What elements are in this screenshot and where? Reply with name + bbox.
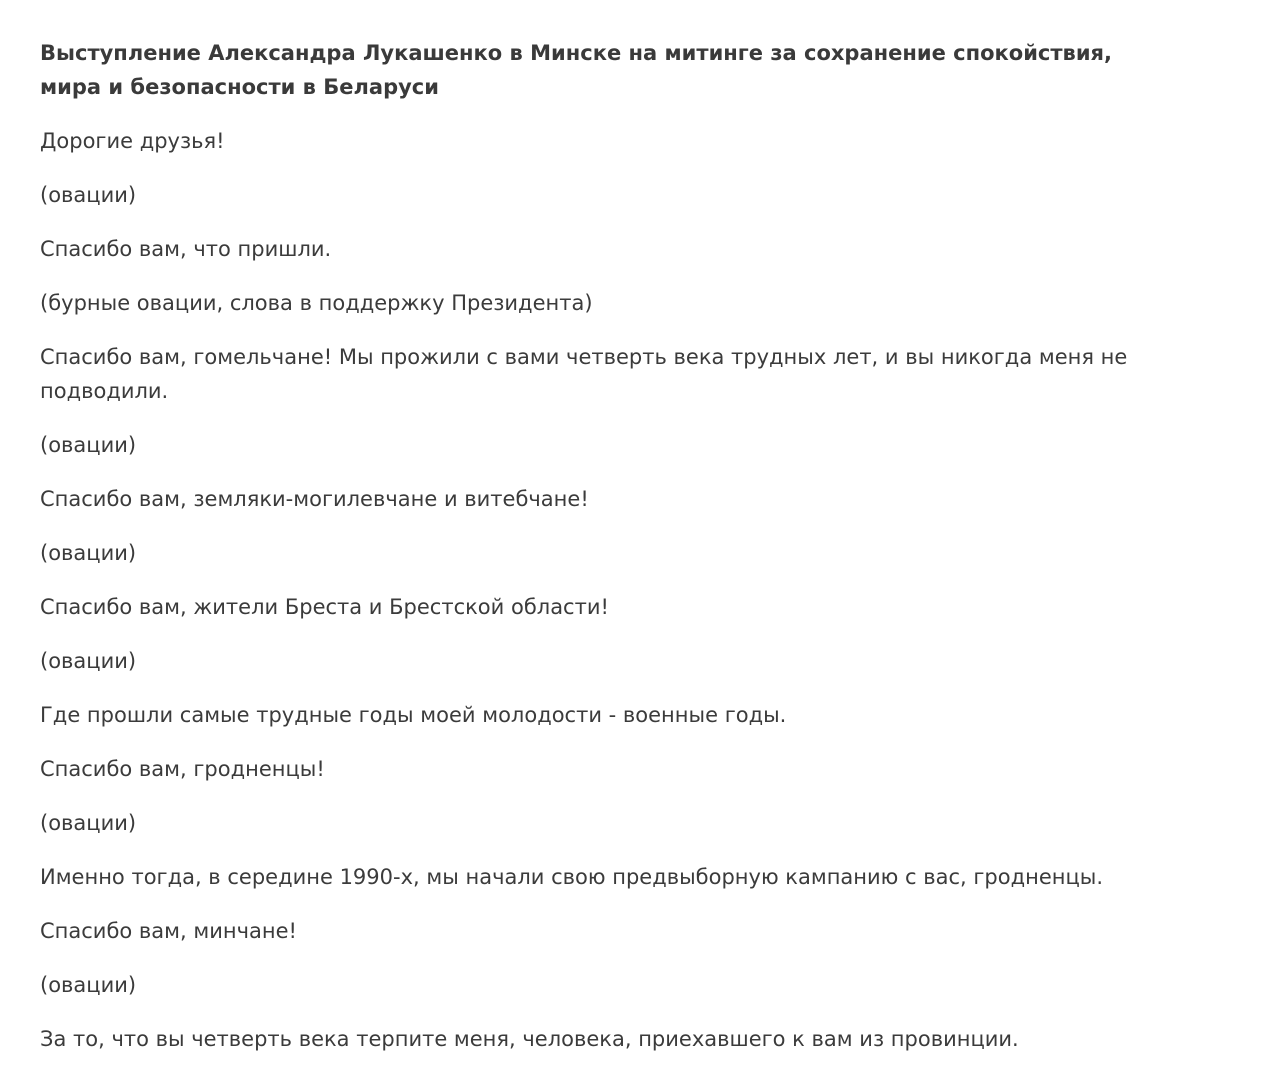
paragraph: (бурные овации, слова в поддержку Президента) [40, 291, 593, 315]
paragraph: Спасибо вам, гомельчане! Мы прожили с вами четверть века трудных лет, и вы никогда меня не подводили. [40, 345, 1128, 403]
paragraph: (овации) [40, 541, 137, 565]
article [40, 36, 1150, 1076]
paragraph: (овации) [40, 649, 137, 673]
article-title: Выступление Александра Лукашенко в Минске на митинге за сохранение спокойствия, мира и безопасности в Беларуси [40, 41, 1113, 99]
paragraph: Где прошли самые трудные годы моей молодости - военные годы. [40, 703, 787, 727]
paragraph: Спасибо вам, жители Бреста и Брестской области! [40, 595, 609, 619]
paragraph: (овации) [40, 183, 137, 207]
paragraph: Дорогие друзья! [40, 129, 225, 153]
paragraph: Спасибо вам, земляки-могилевчане и витебчане! [40, 487, 589, 511]
paragraph: (овации) [40, 811, 137, 835]
paragraph: За то, что вы четверть века терпите меня, человека, приехавшего к вам из провинции. [40, 1027, 1019, 1051]
paragraph: (овации) [40, 973, 137, 997]
paragraph: Спасибо вам, что пришли. [40, 237, 332, 261]
paragraph: Спасибо вам, минчане! [40, 919, 297, 943]
paragraph: Спасибо вам, гродненцы! [40, 757, 325, 781]
paragraph: (овации) [40, 433, 137, 457]
paragraph: Именно тогда, в середине 1990-х, мы начали свою предвыборную кампанию с вас, гродненцы. [40, 865, 1104, 889]
